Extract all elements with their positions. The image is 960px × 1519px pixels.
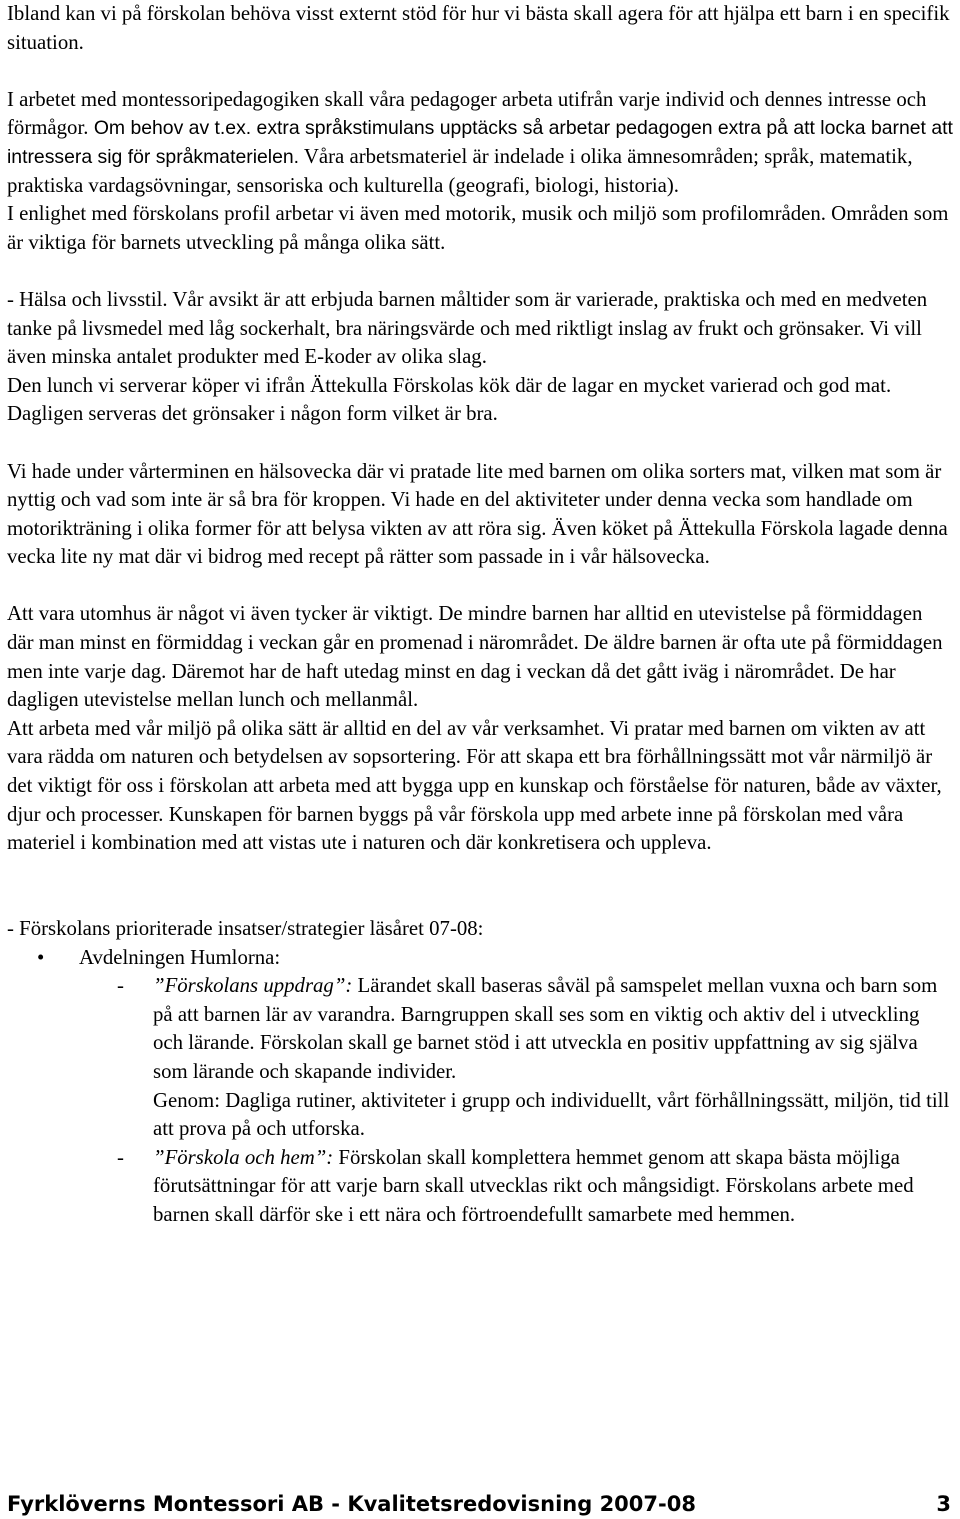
bullet-item-humlorna [7,944,953,973]
list-item-forskola-och-hem [7,1144,953,1230]
paragraph-profile-areas: I enlighet med förskolans profil arbetar vi även med motorik, musik och miljö som profilområden. Områden som är viktiga för barnets utveckling på många olika sätt. [7,202,949,254]
paragraph-external-support: Ibland kan vi på förskolan behöva visst externt stöd för hur vi bästa skall agera för att hjälpa ett barn i en specifik situation. [7,2,950,54]
paragraph-health-week: Vi hade under vårterminen en hälsovecka där vi pratade lite med barnen om olika sorters mat, vilken mat som är nyttig och vad som inte är så bra för kroppen. Vi hade en del aktiviteter under denna vecka som handlade om motorikträning i olika former för att belysa vikten av att röra sig. Även köket på Ättekulla Förskola lagade denna vecka lite ny mat där vi bidrog med recept på rätter som passade in i vår hälsovecka. [7,459,948,569]
item-text: Lärandet skall baseras såväl på samspelet mellan vuxna och barn som på att barnen lär av varandra. Barngruppen skall ses som en viktig och aktiv del i utveckling och lärande. Förskolan skall ge barnet stöd i att utveckla en positiv uppfattning av sig själva som lärande och skapande individer. [153,974,938,1083]
item-title: ”Förskola och hem”: [153,1145,334,1169]
bullet-label: Avdelningen Humlorna: [79,945,281,969]
paragraph-lunch: Den lunch vi serverar köper vi ifrån Ättekulla Förskolas kök där de lagar en mycket varierad och god mat. Dagligen serveras det grönsaker i någon form vilket är bra. [7,373,892,426]
dash-marker: - [117,1145,124,1169]
footer-title: Fyrklöverns Montessori AB - Kvalitetsredovisning 2007-08 [7,1492,696,1516]
paragraph-health-lifestyle: - Hälsa och livsstil. Vår avsikt är att erbjuda barnen måltider som är varierade, praktiska och med en medveten tanke på livsmedel med låg sockerhalt, bra näringsvärde och med riktligt inslag av frukt och grönsaker. Vi vill även minska antalet produkter med E-koder av olika slag. [7,287,928,369]
language-stimulation-text: Om behov av t.ex. extra språkstimulans upptäcks så arbetar pedagogen extra på att locka barnet att intressera sig för språkmaterielen. [7,117,953,168]
page-footer [7,1489,953,1519]
bullet-icon: • [37,945,45,969]
paragraph-environment: Att arbeta med vår miljö på olika sätt är alltid en del av vår verksamhet. Vi pratar med barnen om vikten av att vara rädda om naturen och betydelsen av sopsortering. För att skapa ett bra förhållningssätt mot vår närmiljö är det viktigt för oss i förskolan att arbeta med att bygga upp en kunskap och förståelse för naturen, både av växter, djur och processer. Kunskapen för barnen byggs på vår förskola upp med arbete inne på förskolan med våra materiel i kombination med att vistas ute i naturen och där konkretisera och uppleva. [7,716,942,855]
page-number: 3 [936,1492,951,1516]
item-title: ”Förskolans uppdrag”: [153,974,353,998]
priorities-heading: - Förskolans prioriterade insatser/strategier läsåret 07-08: [7,917,484,940]
work-materials-text: Våra arbetsmateriel är indelade i olika ämnesområden; språk, matematik, praktiska vardagsövningar, sensoriska och kulturella (geografi, biologi, historia). [7,144,913,197]
item-genom-text: Genom: Dagliga rutiner, aktiviteter i grupp och individuellt, vårt förhållningssätt, miljön, tid till att prova på och utforska. [153,1088,950,1141]
item-text: Förskolan skall komplettera hemmet genom att skapa bästa möjliga förutsättningar för att varje barn skall utvecklas rikt och mångsidigt. Förskolans arbete med barnen skall därför ske i ett nära och förtroendefullt samarbete med hemmen. [153,1145,914,1226]
document-body [7,0,953,1230]
montessori-intro-text: I arbetet med montessoripedagogiken skall våra pedagoger arbeta utifrån varje individ och dennes intresse och förmågor. [7,87,927,140]
dash-marker: - [117,974,124,998]
paragraph-outdoors: Att vara utomhus är något vi även tycker är viktigt. De mindre barnen har alltid en utevistelse på förmiddagen där man minst en förmiddag i veckan går en promenad i närområdet. De äldre barnen är ofta ute på förmiddagen men inte varje dag. Däremot har de haft utedag minst en dag i veckan då det gått iväg i närområdet. De har dagligen utevistelse mellan lunch och mellanmål. [7,602,943,712]
list-item-forskolans-uppdrag [7,972,953,1144]
paragraph-montessori-work [7,86,953,200]
